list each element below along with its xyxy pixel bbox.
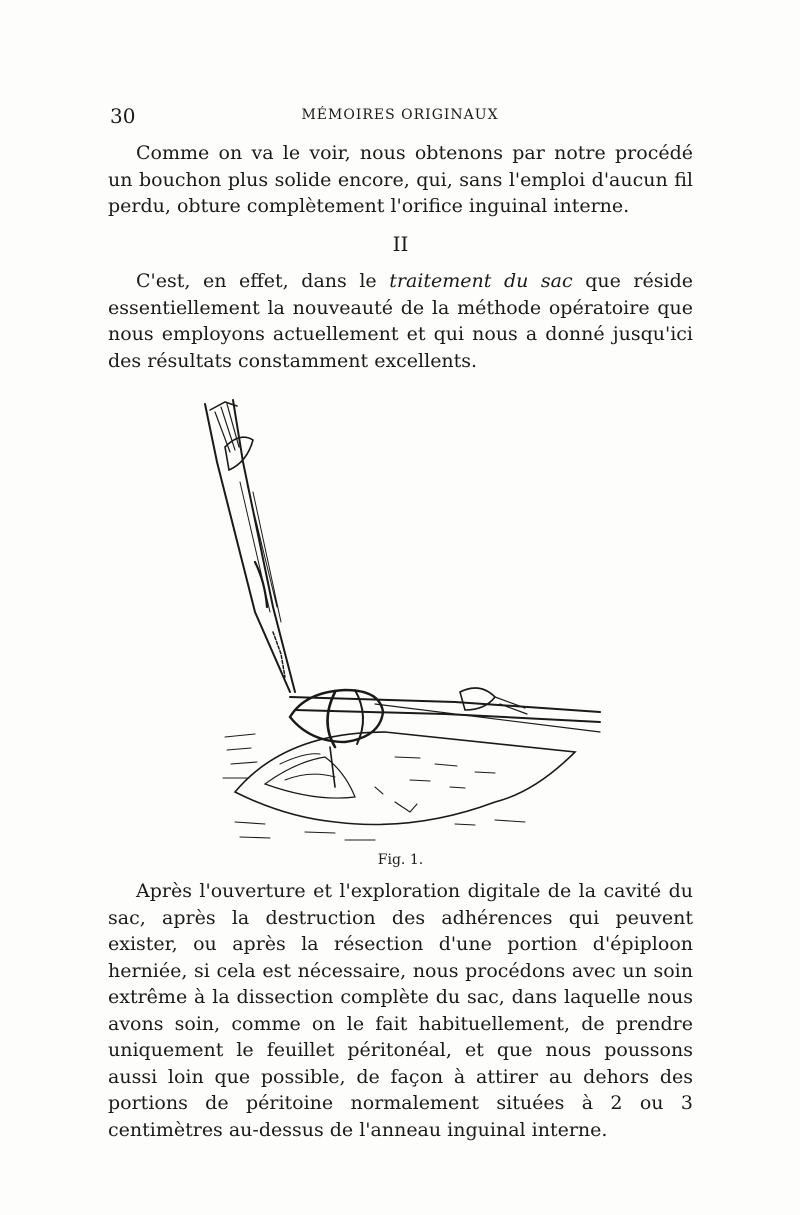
paragraph-1-text: Comme on va le voir, nous obtenons par notre procédé un bouchon plus solide encore, qui, sans l'emploi d'aucun fil perdu, obture complètement l'orifice inguinal interne. xyxy=(108,142,693,217)
page-number: 30 xyxy=(110,104,136,128)
paragraph-2-italic: traitement du sac xyxy=(389,270,573,292)
surgical-illustration xyxy=(195,392,615,842)
running-head xyxy=(110,104,690,130)
figure-caption: Fig. 1. xyxy=(377,852,424,868)
section-number: II xyxy=(392,232,409,256)
paragraph-2 xyxy=(108,268,693,374)
paragraph-1 xyxy=(108,140,693,220)
wound-outline xyxy=(235,732,575,825)
paragraph-3-text: Après l'ouverture et l'exploration digitale de la cavité du sac, après la destruction des adhérences qui peuvent exister, ou après la résection d'une portion d'épiploon herniée, si cela est nécessaire, nous procédons avec un soin extrême à la dissection complète du sac, dans laquelle nous avons soin, comme on le fait habituellement, de prendre uniquement le feuillet péritonéal, et que nous poussons aussi loin que possible, de façon à attirer au dehors des portions de péritoine normalement situées à 2 ou 3 centimètres au-dessus de l'anneau inguinal interne. xyxy=(108,880,693,1141)
sac-ring xyxy=(290,690,383,787)
paragraph-3 xyxy=(108,878,693,1143)
paragraph-2-before: C'est, en effet, dans le xyxy=(136,270,390,292)
paragraph-2-after: que réside essentiellement la nouveauté de la méthode opératoire que nous employons actuellement et qui nous a donné jusqu'ici des résultats constamment excellents. xyxy=(108,270,693,372)
paragraph-2-text xyxy=(108,268,693,374)
running-title: MÉMOIRES ORIGINAUX xyxy=(301,107,499,123)
surgical-figure xyxy=(195,392,615,842)
forceps-vertical xyxy=(205,400,295,692)
forceps-horizontal xyxy=(290,688,600,732)
